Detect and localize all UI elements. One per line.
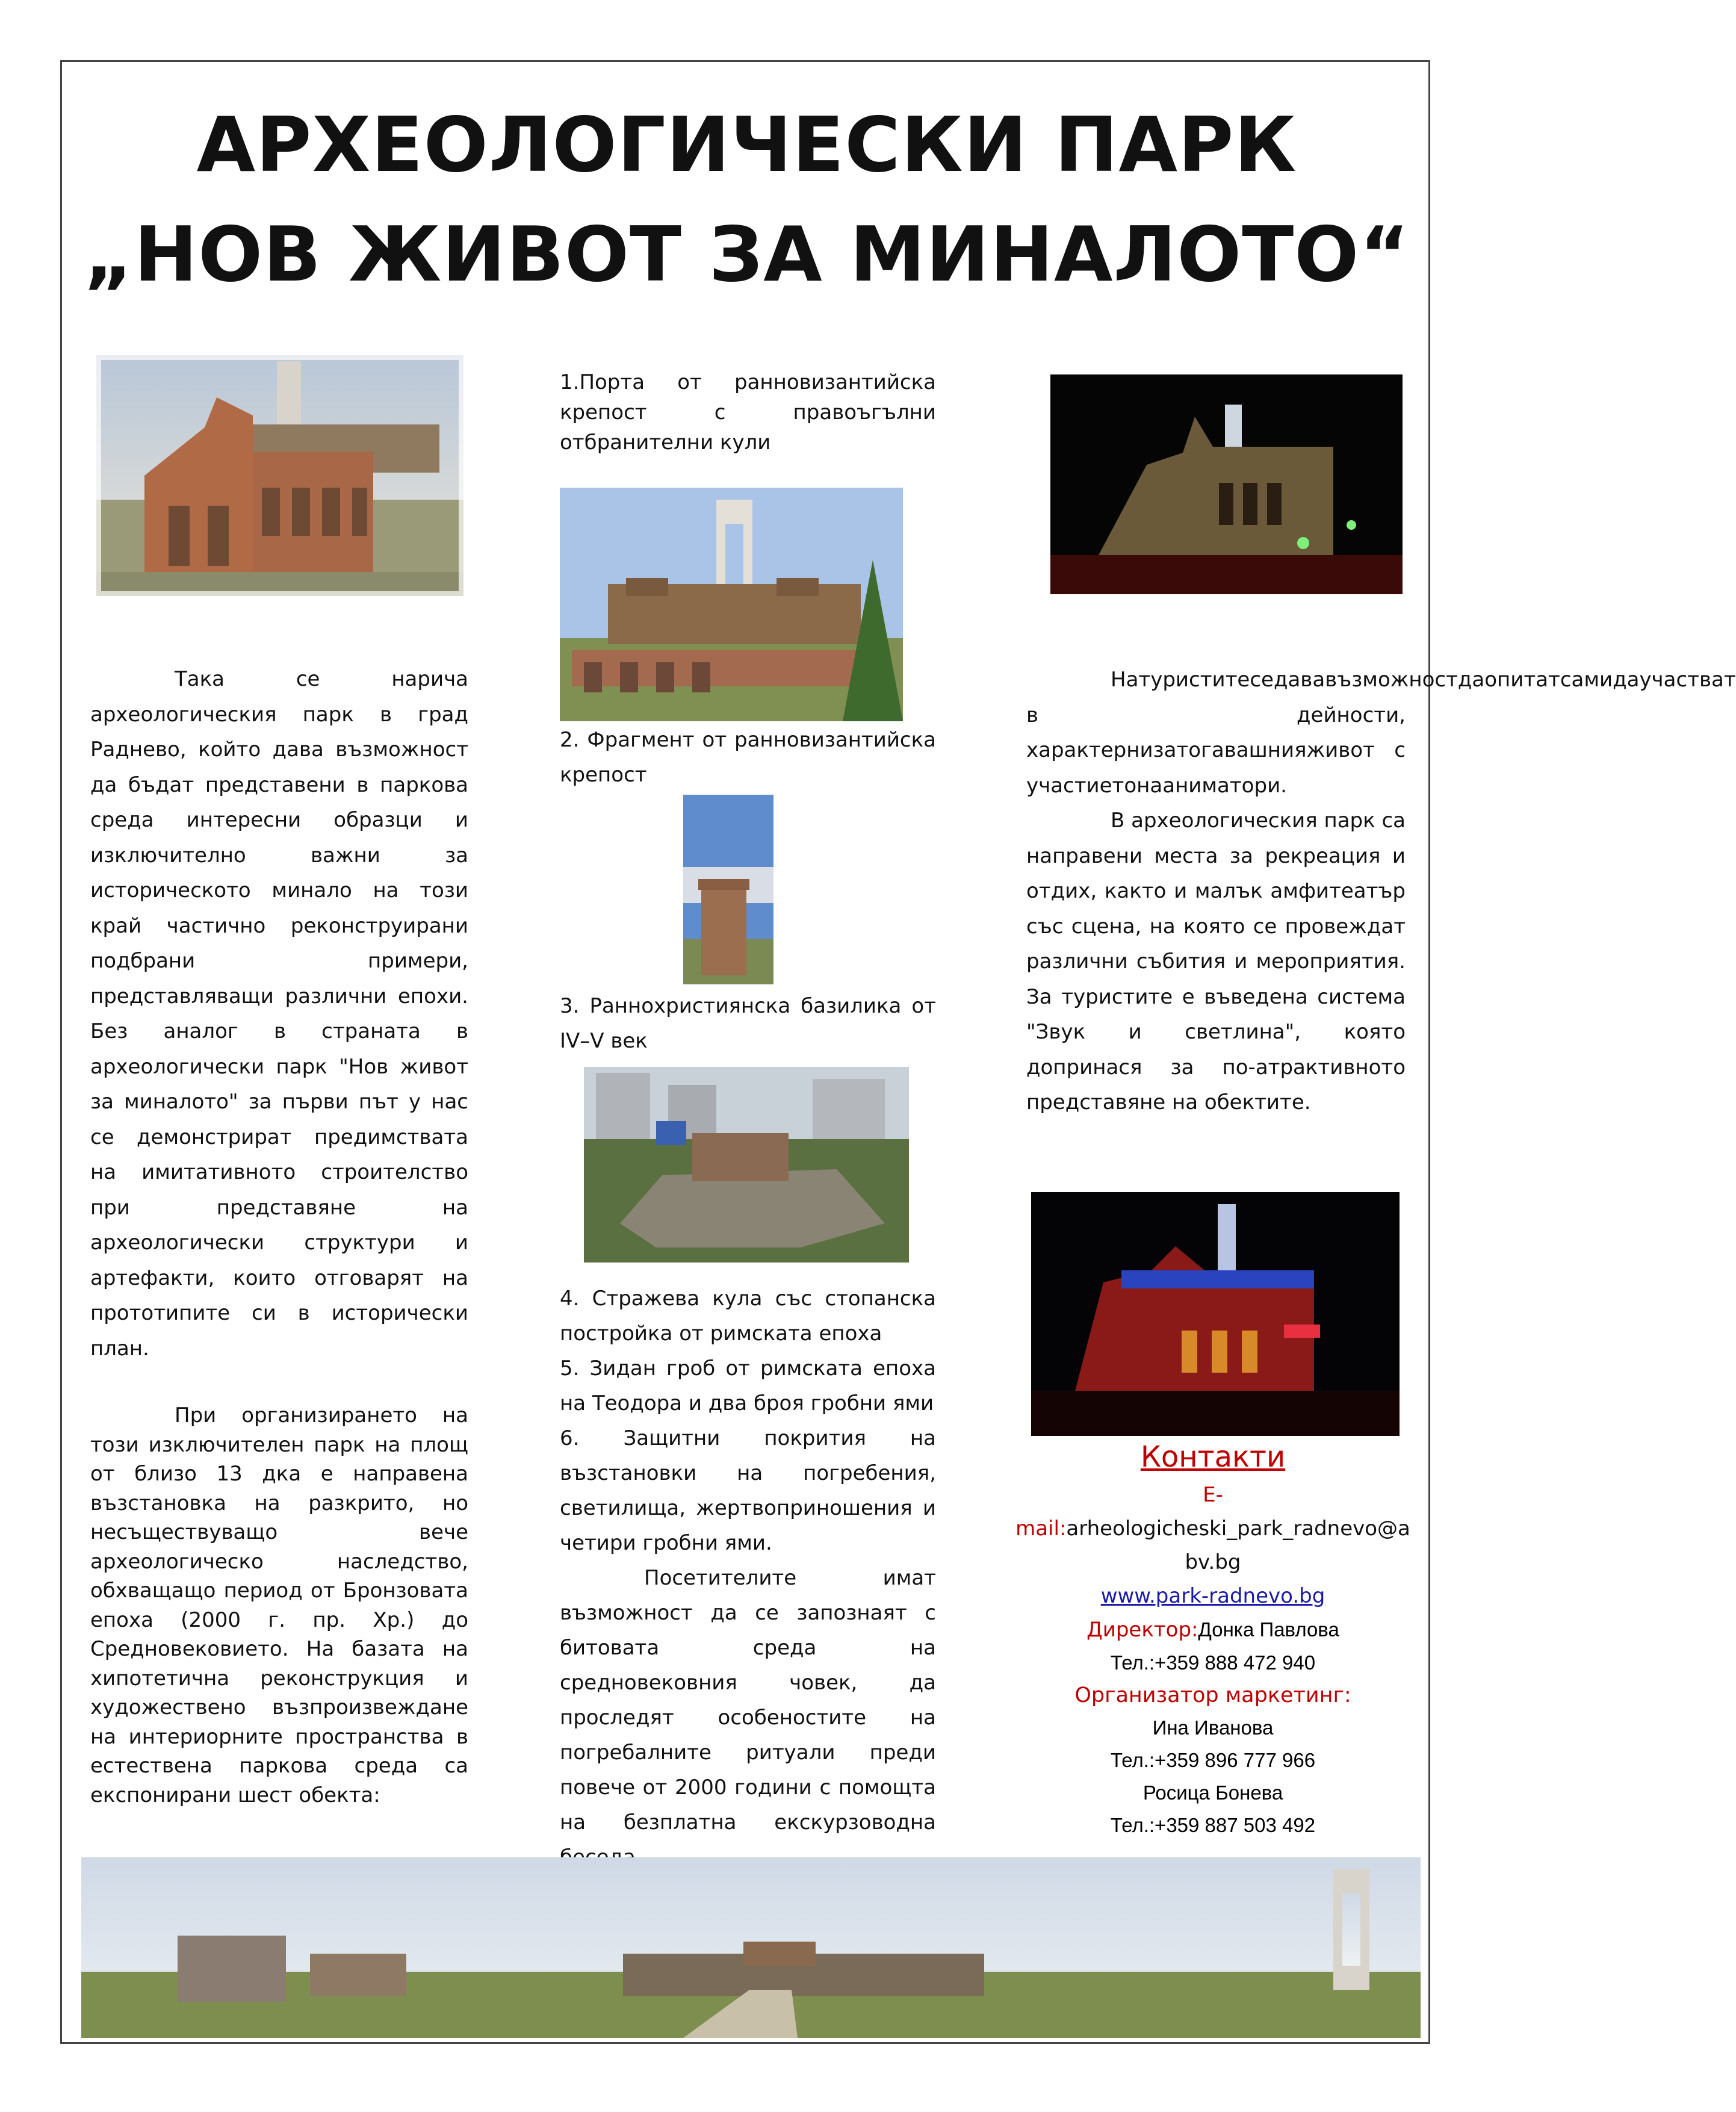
left-paragraph-1: Така се нарича археологическия парк в град Раднево, който дава възможност да бъдат представени в паркова среда интересни образци и изключително важни за историческото минало на този край частично реконструирани подбрани примери, представляващи различни епохи. Без аналог в страната в археологически парк "Нов живот за миналото" за първи път у нас се демонстрират предимствата на имитативното строителство при представяне на археологически структури и артефакти, които отговарят на прототипите си в исторически план. <box>90 667 468 1361</box>
photo-night-gate <box>1050 374 1403 594</box>
photo-round-tower <box>683 795 773 984</box>
email-line <box>1011 1512 1415 1579</box>
photo-basilica <box>584 1067 909 1263</box>
director-line <box>1011 1613 1415 1647</box>
email-label: mail: <box>1015 1517 1067 1541</box>
director-label: Директор: <box>1087 1618 1198 1642</box>
page-title <box>60 90 1433 309</box>
director-name: Донка Павлова <box>1198 1618 1339 1641</box>
marketing-phone-1: Тел.:+359 896 777 966 <box>1110 1749 1316 1771</box>
list-item-4: 4. Стражева кула със стопанска постройка от римската епоха <box>560 1287 936 1346</box>
middle-list <box>560 1281 936 1875</box>
left-paragraph-2: При организирането на този изключителен парк на площ от близо 13 дка е направена възстановка на разкрито, но несъществуващо вече археологическо наследство, обхващащо период от Бронзовата епоха (2000 г. пр. Хр.) до Средновековието. На базата на хипотетична реконструкция и художествено възпроизвеждане на интериорните пространства в естествена паркова среда са експонирани шест обекта: <box>90 1403 468 1807</box>
email-label-part1: E- <box>1203 1483 1223 1507</box>
email-value[interactable]: arheologicheski_park_radnevo@abv.bg <box>1066 1517 1410 1574</box>
contacts-heading: Контакти <box>1140 1440 1286 1474</box>
right-column <box>1026 662 1736 1120</box>
list-item-6: 6. Защитни покрития на възстановки на погребения, светилища, жертвоприношения и четири гробни ями. <box>560 1426 936 1555</box>
photo-gate-day <box>96 355 463 596</box>
website-line <box>1011 1579 1415 1613</box>
visitors-paragraph: Посетителите имат възможност да се запознаят с битовата среда на средновековния човек, да проследят особеностите на погребалните ритуали преди повече от 2000 години с помощта на безплатна екскурзоводна <box>560 1566 936 1834</box>
right-paragraph-2: В археологическия парк са направени места за рекреация и отдих, както и малък амфитеатър със сцена, на която се провеждат различни събития и мероприятия. За туристите е въведена система "Звук и светлина", която допринася за по-атрактивното представяне на обектите. <box>1026 809 1406 1114</box>
right-paragraph-1: Натуриститеседававъзможностдаопитатсамидаучастват в дейности, характернизатогавашнияживот с участиетонааниматори. <box>1026 668 1736 798</box>
list-item-5: 5. Зидан гроб от римската епоха на Теодора и два броя гробни ями <box>560 1356 936 1415</box>
photo-gate-towers <box>560 488 903 721</box>
marketing-name-2: Росица Бонева <box>1142 1781 1283 1804</box>
director-phone: Тел.:+359 888 472 940 <box>1110 1651 1316 1674</box>
website-link[interactable]: www.park-radnevo.bg <box>1100 1584 1325 1608</box>
caption-1: 1.Порта от ранновизантийска крепост с правоъгълни отбранителни кули <box>560 370 936 455</box>
photo-night-red <box>1031 1192 1400 1436</box>
photo-panorama <box>81 1857 1421 2038</box>
left-column <box>90 662 468 1810</box>
title-line-1: АРХЕОЛОГИЧЕСКИ ПАРК <box>196 101 1297 189</box>
caption-3: 3. Раннохристиянска базилика от IV–V век <box>560 994 936 1053</box>
caption-2: 2. Фрагмент от ранновизантийска крепост <box>560 728 936 787</box>
contacts-block <box>1011 1436 1415 1842</box>
marketing-label: Организатор маркетинг: <box>1074 1683 1351 1707</box>
marketing-name-1: Ина Иванова <box>1152 1716 1274 1739</box>
title-line-2: „НОВ ЖИВОТ ЗА МИНАЛОТО“ <box>83 210 1410 299</box>
marketing-phone-2: Тел.:+359 887 503 492 <box>1110 1814 1316 1836</box>
